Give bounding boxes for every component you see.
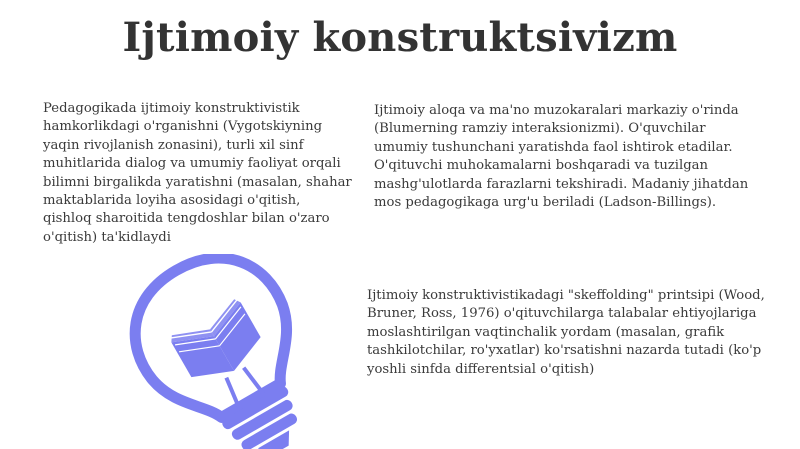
paragraph-right-bottom: Ijtimoiy konstruktivistikadagi "skeffolding" printsipi (Wood, Bruner, Ross, 1976) o'qituvchilarga talabalar ehtiyojlariga moslashtirilgan vaqtinchalik yordam (masalan, grafik tashkilotchilar, ro'yxatlar) ko'rsatishni nazarda tutadi (ko'p yoshli sinfda differentsial o'qitish) [367,288,765,377]
paragraph-right-top: Ijtimoiy aloqa va ma'no muzokaralari markaziy o'rinda (Blumerning ramziy interaksionizmi). O'quvchilar umumiy tushunchani yaratishda faol ishtirok etadilar. O'qituvchi muhokamalarni boshqaradi va tuzilgan mashg'ulotlarda farazlarni tekshiradi. Madaniy jihatdan mos pedagogikaga urg'u beriladi (Ladson-Billings). [374,103,749,211]
slide-title: Ijtimoiy konstruktsivizm [122,14,678,61]
lightbulb-book-icon [80,254,320,449]
paragraph-left: Pedagogikada ijtimoiy konstruktivistik hamkorlikdagi o'rganishni (Vygotskiyning yaqin rivojlanish zonasini), turli xil sinf muhitlarida dialog va umumiy faoliyat orqali bilimni birgalikda yaratishni (masalan, shahar maktablarida loyiha asosidagi o'qitish, qishloq sharoitida tengdoshlar bilan o'zaro o'qitish) ta'kidlaydi [43,101,352,245]
